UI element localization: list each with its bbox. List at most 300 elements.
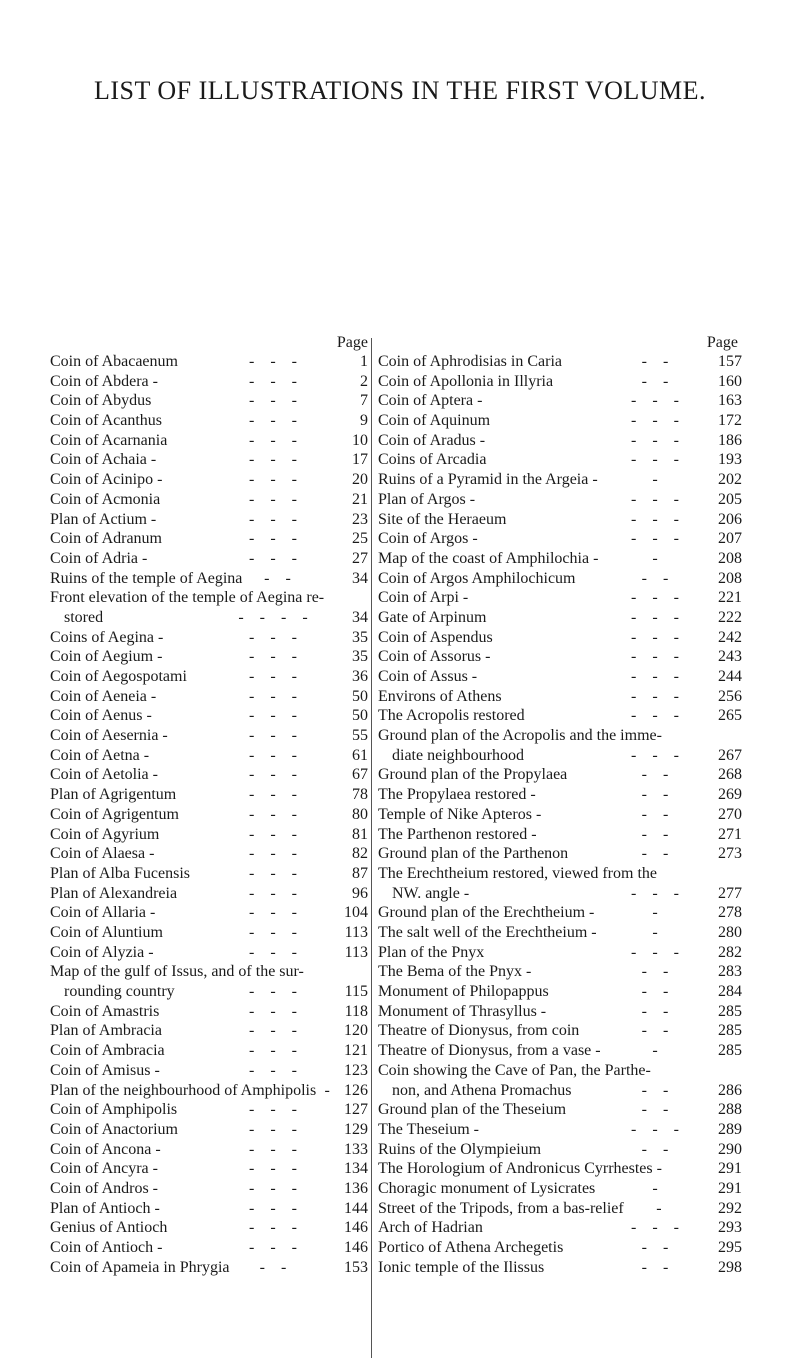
list-item [50, 1100, 368, 1120]
entry-leader: - [652, 471, 664, 489]
entry-label: Coin of Alyzia - [50, 943, 154, 961]
entry-label-line1: Ground plan of the Acropolis and the imme- [378, 727, 662, 745]
entry-page-number: 265 [718, 707, 742, 725]
entry-leader: - - - [249, 766, 303, 784]
entry-page-number: 242 [718, 628, 742, 646]
entry-label: Coin of Acarnania [50, 431, 168, 449]
list-item [50, 450, 368, 470]
entry-label: Ruins of the Olympieium [378, 1140, 542, 1158]
entry-leader: - - - [249, 687, 303, 705]
entry-page-number: 256 [718, 687, 742, 705]
list-item [378, 825, 742, 845]
entry-page-number: 80 [352, 805, 368, 823]
entry-label-line1: Coin showing the Cave of Pan, the Parthe- [378, 1061, 651, 1079]
entry-label: Coin of Aetna - [50, 746, 150, 764]
entry-label: Plan of Alexandreia [50, 884, 178, 902]
entry-leader: - - - [249, 412, 303, 430]
list-item [50, 1061, 368, 1081]
entry-label: rounding country [64, 983, 175, 1001]
entry-label: Coin of Adranum [50, 530, 162, 548]
list-item [378, 470, 742, 490]
entry-leader: - - - [631, 707, 685, 725]
entry-label: Coin of Acmonia [50, 490, 161, 508]
entry-leader: - - - [249, 392, 303, 410]
entry-leader: - - - [631, 687, 685, 705]
entry-leader: - - - [249, 727, 303, 745]
entry-page-number: 23 [352, 510, 368, 528]
list-item [50, 1002, 368, 1022]
list-item [50, 510, 368, 530]
entry-leader: - - - [249, 1002, 303, 1020]
list-item [378, 569, 742, 589]
entry-leader: - - - [631, 412, 685, 430]
entry-label: Ground plan of the Parthenon [378, 845, 569, 863]
entry-label: Coin of Agyrium [50, 825, 160, 843]
entry-label: Plan of the Pnyx [378, 943, 485, 961]
entry-label: Coin of Achaia - [50, 451, 157, 469]
list-item [50, 549, 368, 569]
entry-leader: - - [641, 983, 675, 1001]
list-item [50, 529, 368, 549]
entry-leader: - [652, 904, 664, 922]
entry-label: Coin of Abydus [50, 392, 152, 410]
entry-label: Coin of Arpi - [378, 589, 469, 607]
entry-leader: - - - [631, 746, 685, 764]
entry-page-number: 133 [344, 1140, 368, 1158]
entry-page-number: 160 [718, 372, 742, 390]
list-item [50, 628, 368, 648]
entry-label: Ground plan of the Propylaea [378, 766, 568, 784]
page-column-header: Page [706, 334, 738, 351]
entry-page-number: 25 [352, 530, 368, 548]
entry-page-number: 193 [718, 451, 742, 469]
entry-leader: - - [641, 845, 675, 863]
list-item [378, 962, 742, 982]
entry-leader: - - - [631, 490, 685, 508]
entry-page-number: 27 [352, 549, 368, 567]
entry-page-number: 144 [344, 1199, 368, 1217]
entry-page-number: 285 [718, 1022, 742, 1040]
list-item [378, 431, 742, 451]
page-column-header: Page [336, 334, 368, 351]
entry-leader: - - - [249, 530, 303, 548]
entry-label: Coin of Acinipo - [50, 471, 163, 489]
entry-page-number: 55 [352, 727, 368, 745]
entry-label: Plan of Ambracia [50, 1022, 162, 1040]
entry-page-number: 34 [352, 569, 368, 587]
entry-page-number: 289 [718, 1120, 742, 1138]
entry-leader: - - - [249, 904, 303, 922]
list-item [50, 805, 368, 825]
list-item [378, 411, 742, 431]
list-item [378, 1021, 742, 1041]
entry-page-number: 120 [344, 1022, 368, 1040]
entry-label: Coin of Argos - [378, 530, 478, 548]
entry-leader: - - [641, 1081, 675, 1099]
list-item [50, 569, 368, 589]
entry-label: Coin of Alaesa - [50, 845, 155, 863]
list-item [50, 1238, 368, 1258]
column-divider [371, 338, 372, 1358]
entry-label: Map of the coast of Amphilochia - [378, 549, 599, 567]
entry-leader: - - - [249, 510, 303, 528]
entry-page-number: 291 [718, 1160, 742, 1178]
entry-label: Gate of Arpinum [378, 608, 487, 626]
entry-label: Ground plan of the Erechtheium - [378, 904, 595, 922]
entry-leader: - - - [631, 530, 685, 548]
entry-leader: - - - [249, 943, 303, 961]
entry-leader: - - - [249, 471, 303, 489]
list-item [50, 1258, 368, 1278]
entry-label: Coin of Ambracia [50, 1042, 165, 1060]
entry-label: Ground plan of the Theseium [378, 1101, 567, 1119]
entry-label: Choragic monument of Lysicrates [378, 1179, 596, 1197]
list-item [378, 1238, 742, 1258]
list-item [50, 411, 368, 431]
entry-label: Coin of Amphipolis [50, 1101, 178, 1119]
list-item [378, 765, 742, 785]
list-item [378, 529, 742, 549]
entry-page-number: 271 [718, 825, 742, 843]
entry-page-number: 123 [344, 1061, 368, 1079]
entry-label: Coin of Aptera - [378, 392, 483, 410]
entry-label: Environs of Athens [378, 687, 502, 705]
list-item [50, 1081, 368, 1101]
entry-label: Coin of Agrigentum [50, 805, 179, 823]
entry-leader: - - - [249, 746, 303, 764]
list-item [378, 490, 742, 510]
entry-page-number: 34 [352, 608, 368, 626]
entry-page-number: 292 [718, 1199, 742, 1217]
entry-leader: - - - [631, 451, 685, 469]
list-item [378, 1120, 742, 1140]
entry-leader: - - [641, 1239, 675, 1257]
entry-label: Coin of Aluntium [50, 923, 163, 941]
list-item [378, 982, 742, 1002]
page-title: LIST OF ILLUSTRATIONS IN THE FIRST VOLUME. [93, 76, 707, 105]
entry-page-number: 202 [718, 471, 742, 489]
list-item [50, 470, 368, 490]
right-column [378, 333, 742, 1277]
entry-page-number: 291 [718, 1179, 742, 1197]
entry-page-number: 35 [352, 648, 368, 666]
list-item [378, 864, 742, 903]
entry-page-number: 267 [718, 746, 742, 764]
list-item [378, 1100, 742, 1120]
entry-leader: - - - [631, 1219, 685, 1237]
list-item [378, 667, 742, 687]
entry-page-number: 280 [718, 924, 742, 941]
entry-label: Monument of Philopappus [378, 983, 549, 1001]
list-item [50, 431, 368, 451]
entry-page-number: 298 [718, 1258, 742, 1276]
list-item [378, 1179, 742, 1199]
list-item [378, 805, 742, 825]
entry-leader [662, 1159, 714, 1179]
entry-leader: - - - [631, 648, 685, 666]
list-item [378, 1041, 742, 1061]
entry-page-number: 82 [352, 845, 368, 863]
entry-label: Coin of Amastris [50, 1002, 160, 1020]
entry-leader: - - - [249, 451, 303, 469]
entry-leader: - - [641, 1022, 675, 1040]
entry-page-number: 270 [718, 805, 742, 823]
entry-leader: - - - [249, 1042, 303, 1060]
entry-page-number: 7 [360, 392, 368, 410]
entry-label: Genius of Antioch [50, 1219, 168, 1237]
entry-page-number: 172 [718, 412, 742, 430]
entry-label: Temple of Nike Apteros - [378, 805, 542, 823]
entry-label: Coin of Abdera - [50, 372, 158, 390]
entry-label: Coin of Aegium - [50, 648, 163, 666]
entry-page-number: 205 [718, 490, 742, 508]
entry-leader: - - - [249, 1061, 303, 1079]
entry-label: Coin of Andros - [50, 1179, 158, 1197]
entry-page-number: 35 [352, 628, 368, 646]
entry-leader: - - - [631, 628, 685, 646]
entry-page-number: 113 [344, 923, 368, 941]
entry-label: The Parthenon restored - [378, 825, 537, 843]
entry-leader: - - [641, 963, 675, 981]
list-item [50, 923, 368, 943]
entry-leader: - [324, 1081, 336, 1099]
entry-leader: - - - - [238, 608, 314, 626]
list-item [50, 1218, 368, 1238]
entry-leader: - - - [249, 668, 303, 686]
entry-page-number: 50 [352, 687, 368, 705]
entry-leader: - - - [249, 923, 303, 941]
entry-label: Coin of Assorus - [378, 648, 491, 666]
list-item [50, 962, 368, 1001]
entry-leader: - - [641, 1101, 675, 1119]
entry-leader: - - - [631, 1120, 685, 1138]
list-item [50, 726, 368, 746]
entry-page-number: 293 [718, 1219, 742, 1237]
entry-leader: - - [641, 766, 675, 784]
entry-leader: - - - [249, 648, 303, 666]
entry-page-number: 207 [718, 530, 742, 548]
entry-page-number: 186 [718, 431, 742, 449]
list-item [50, 903, 368, 923]
entry-list [378, 352, 742, 1277]
list-item [378, 1218, 742, 1238]
entry-leader: - - - [249, 707, 303, 725]
list-item [378, 450, 742, 470]
list-item [50, 1159, 368, 1179]
list-item [50, 667, 368, 687]
entry-label: Plan of Alba Fucensis [50, 864, 190, 882]
entry-page-number: 146 [344, 1239, 368, 1256]
list-item [378, 785, 742, 805]
list-item [378, 647, 742, 667]
list-item [378, 687, 742, 707]
list-item [50, 687, 368, 707]
entry-leader: - - [641, 1258, 675, 1276]
entry-page-number: 295 [718, 1239, 742, 1257]
entry-leader: - - [641, 805, 675, 823]
entry-label: Coin of Ancyra - [50, 1160, 158, 1178]
entry-label: stored [64, 608, 104, 626]
entry-page-number: 126 [344, 1081, 368, 1099]
list-item [50, 943, 368, 963]
entry-page-number: 222 [718, 608, 742, 626]
list-item [378, 923, 742, 943]
entry-page-number: 286 [718, 1081, 742, 1099]
entry-page-number: 283 [718, 963, 742, 981]
entry-leader: - - [641, 786, 675, 804]
entry-list [50, 352, 368, 1277]
entry-leader: - - - [249, 805, 303, 823]
entry-leader: - - - [249, 1179, 303, 1197]
entry-leader: - - - [249, 1022, 303, 1040]
list-item [50, 844, 368, 864]
entry-leader: - [652, 549, 664, 567]
entry-page-number: 10 [352, 431, 368, 449]
entry-page-number: 282 [718, 943, 742, 961]
entry-label: The Horologium of Andronicus Cyrrhestes - [378, 1160, 662, 1178]
entry-label: Ruins of the temple of Aegina [50, 569, 243, 587]
entry-page-number: 285 [718, 1002, 742, 1020]
entry-page-number: 146 [344, 1219, 368, 1237]
entry-label: Coin of Apameia in Phrygia [50, 1258, 230, 1276]
entry-leader: - - [641, 569, 675, 587]
entry-page-number: 285 [718, 1042, 742, 1060]
entry-page-number: 278 [718, 904, 742, 922]
entry-page-number: 134 [344, 1160, 368, 1178]
list-item [50, 864, 368, 884]
entry-page-number: 17 [352, 451, 368, 469]
entry-label: Coin of Ancona - [50, 1140, 161, 1158]
list-item [378, 1159, 742, 1179]
list-item [50, 825, 368, 845]
entry-page-number: 157 [718, 353, 742, 370]
entry-page-number: 244 [718, 668, 742, 685]
entry-label-line1: Front elevation of the temple of Aegina re- [50, 589, 325, 607]
entry-page-number: 1 [360, 353, 368, 370]
entry-leader: - - - [249, 1160, 303, 1178]
entry-label: Portico of Athena Archegetis [378, 1239, 564, 1257]
entry-label: Street of the Tripods, from a bas-relief [378, 1199, 624, 1217]
list-item [50, 372, 368, 392]
entry-page-number: 113 [344, 943, 368, 961]
entry-label: Coin of Aegospotami [50, 668, 187, 686]
entry-leader: - - [641, 1140, 675, 1158]
entry-leader: - - - [631, 431, 685, 449]
entry-leader: - [656, 1199, 668, 1217]
entry-page-number: 20 [352, 471, 368, 489]
entry-label: Coin of Allaria - [50, 904, 156, 922]
left-column [50, 333, 368, 1277]
entry-label: Coin of Antioch - [50, 1239, 163, 1256]
entry-label: Coin of Amisus - [50, 1061, 160, 1079]
list-item [50, 746, 368, 766]
list-item [378, 628, 742, 648]
entry-label: The Propylaea restored - [378, 786, 536, 804]
entry-page-number: 118 [344, 1002, 368, 1020]
list-item [378, 1140, 742, 1160]
entry-leader: - - - [249, 983, 303, 1001]
entry-page-number: 87 [352, 864, 368, 882]
list-item [378, 608, 742, 628]
entry-label: Coin of Adria - [50, 549, 148, 567]
list-item [378, 903, 742, 923]
entry-label: Arch of Hadrian [378, 1219, 483, 1237]
entry-leader: - [652, 1179, 664, 1197]
entry-page-number: 78 [352, 786, 368, 804]
entry-label: Plan of Agrigentum [50, 786, 177, 804]
entry-leader: - - - [249, 845, 303, 863]
entry-page-number: 277 [718, 884, 742, 902]
entry-label: Coin of Anactorium [50, 1120, 178, 1138]
entry-page-number: 61 [352, 746, 368, 764]
entry-leader: - - - [249, 786, 303, 804]
list-item [50, 391, 368, 411]
entry-page-number: 67 [352, 766, 368, 784]
entry-label: Plan of Argos - [378, 490, 476, 508]
entry-page-number: 129 [344, 1120, 368, 1138]
entry-leader: - - - [631, 668, 685, 685]
entry-leader: - [652, 1042, 664, 1060]
list-item [50, 1021, 368, 1041]
entry-page-number: 81 [352, 825, 368, 843]
entry-page-number: 2 [360, 372, 368, 390]
list-item [378, 549, 742, 569]
entry-label: Plan of Antioch - [50, 1199, 160, 1217]
entry-leader: - - - [249, 431, 303, 449]
list-item [50, 588, 368, 627]
entry-leader: - - [641, 825, 675, 843]
entry-label: Ionic temple of the Ilissus [378, 1258, 545, 1276]
entry-label: Coins of Aegina - [50, 628, 164, 646]
list-item [378, 391, 742, 411]
entry-label: Coins of Arcadia [378, 451, 487, 469]
entry-page-number: 104 [344, 904, 368, 922]
entry-leader: - - - [249, 1219, 303, 1237]
list-item [378, 1061, 742, 1100]
entry-page-number: 269 [718, 786, 742, 804]
entry-page-number: 36 [352, 668, 368, 686]
entry-leader: - - [641, 1002, 675, 1020]
entry-label: Coin of Aeneia - [50, 687, 157, 705]
entry-label: Coin of Acanthus [50, 412, 162, 430]
entry-label: Monument of Thrasyllus - [378, 1002, 547, 1020]
entry-label-line1: Map of the gulf of Issus, and of the sur- [50, 963, 304, 981]
entry-leader: - - - [249, 490, 303, 508]
entry-leader: - - - [249, 1120, 303, 1138]
entry-label: Ruins of a Pyramid in the Argeia - [378, 471, 598, 489]
list-item [50, 490, 368, 510]
entry-leader: - [652, 924, 664, 941]
list-item [50, 785, 368, 805]
list-item [50, 1041, 368, 1061]
list-item [50, 1199, 368, 1219]
list-item [50, 1140, 368, 1160]
entry-page-number: 290 [718, 1140, 742, 1158]
entry-leader: - - - [249, 628, 303, 646]
list-item [50, 884, 368, 904]
entry-label: Coin of Aesernia - [50, 727, 168, 745]
entry-page-number: 273 [718, 845, 742, 863]
entry-leader: - - - [249, 1101, 303, 1119]
entry-leader: - - [259, 1258, 293, 1276]
entry-label: Coin of Aspendus [378, 628, 493, 646]
entry-label: Theatre of Dionysus, from coin [378, 1022, 580, 1040]
list-item [378, 706, 742, 726]
list-item [50, 647, 368, 667]
list-item [50, 706, 368, 726]
list-item [378, 352, 742, 372]
list-item [378, 943, 742, 963]
